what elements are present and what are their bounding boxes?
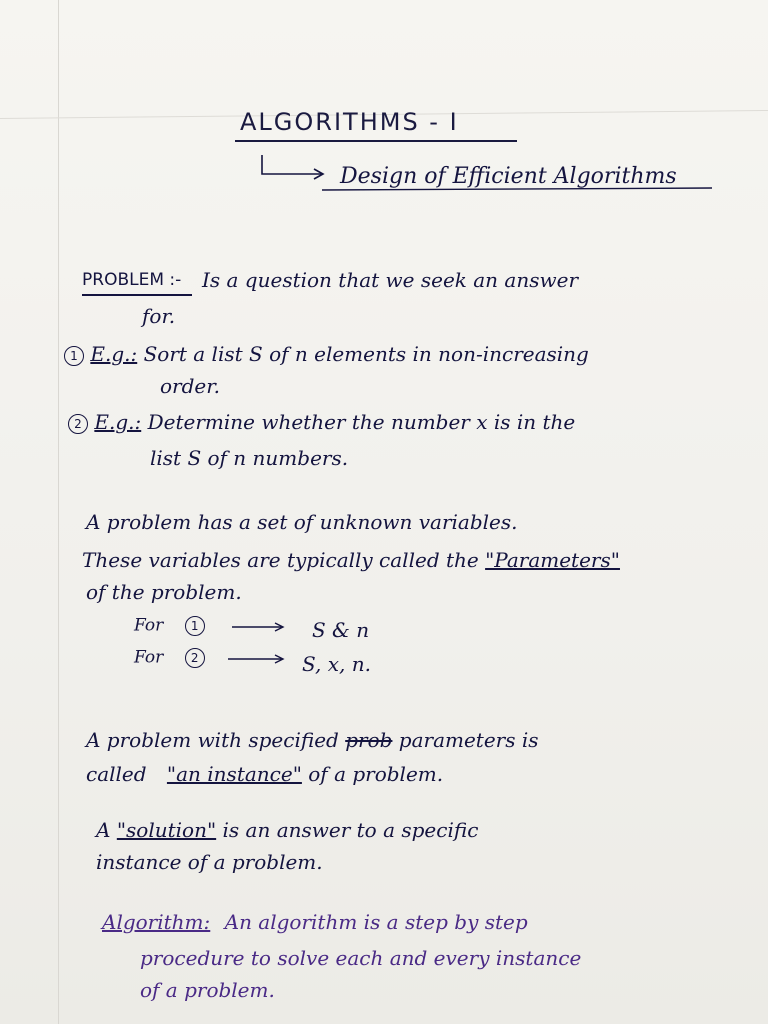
instance-line2-pre: called (86, 762, 147, 786)
solution-line1-post: is an answer to a specific (222, 818, 479, 842)
example-2 (68, 412, 575, 434)
algorithm-line1 (102, 912, 528, 932)
example-2-label: E.g.: (94, 410, 142, 434)
example-1-line2: order. (160, 374, 220, 398)
problem-definition-line2: for. (142, 304, 176, 328)
page-title: ALGORITHMS - I (240, 108, 459, 136)
mapping-1 (134, 616, 205, 636)
example-1 (64, 344, 589, 366)
instance-line2-post: of a problem. (308, 762, 444, 786)
parameters-line3: of the problem. (86, 580, 242, 604)
example-2-line2: list S of n numbers. (150, 446, 349, 470)
mapping-2-for: For (134, 647, 164, 668)
example-1-number: 1 (64, 346, 84, 366)
solution-term: "solution" (116, 818, 217, 842)
parameters-line1: A problem has a set of unknown variables. (86, 510, 518, 534)
mapping-2-vars: S, x, n. (302, 652, 371, 676)
example-2-number: 2 (68, 414, 88, 434)
solution-line2: instance of a problem. (96, 850, 323, 874)
instance-line1-text: A problem with specified (86, 728, 339, 752)
instance-line2 (86, 764, 443, 784)
example-2-line1: Determine whether the number x is in the (147, 410, 576, 434)
problem-label: PROBLEM :- (82, 270, 182, 290)
instance-term: "an instance" (166, 762, 302, 786)
mapping-2-number: 2 (185, 648, 205, 668)
algorithm-line1-text: An algorithm is a step by step (224, 910, 528, 934)
parameters-term: "Parameters" (485, 548, 620, 572)
mapping-1-for: For (134, 615, 164, 636)
problem-definition-line1: Is a question that we seek an answer (202, 268, 579, 292)
problem-label-underline (82, 294, 192, 296)
mapping-1-number: 1 (185, 616, 205, 636)
parameters-line2 (82, 550, 620, 570)
instance-line1 (86, 730, 539, 750)
subtitle: Design of Efficient Algorithms (340, 164, 677, 189)
instance-line1-post: parameters is (398, 728, 539, 752)
mapping-1-vars: S & n (312, 618, 370, 642)
algorithm-line3: of a problem. (140, 978, 275, 1002)
algorithm-label: Algorithm: (102, 910, 211, 934)
example-1-line1: Sort a list S of n elements in non-increasing (143, 342, 589, 366)
solution-pre: A (96, 818, 111, 842)
algorithm-line2: procedure to solve each and every instance (140, 946, 582, 970)
mapping-2 (134, 648, 205, 668)
solution-line1 (96, 820, 478, 840)
parameters-line2-text: These variables are typically called the (82, 548, 479, 572)
example-1-label: E.g.: (90, 342, 138, 366)
instance-struck-word: prob (345, 728, 393, 752)
